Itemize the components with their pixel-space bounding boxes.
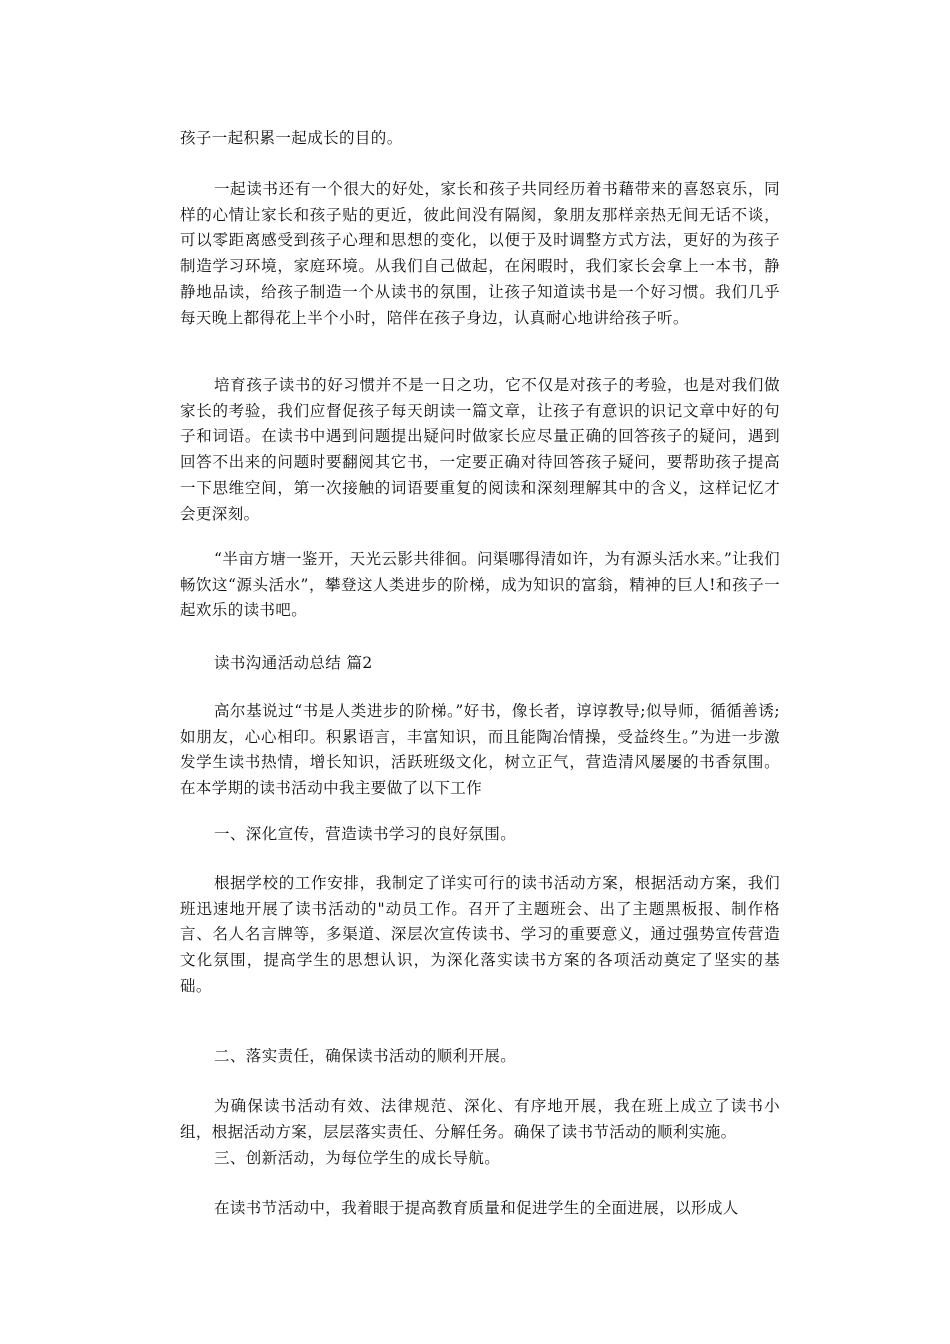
paragraph-innovation: 在读书节活动中，我着眼于提高教育质量和促进学生的全面进展，以形成人	[214, 1199, 739, 1217]
paragraph-reading-together: 一起读书还有一个很大的好处，家长和孩子共同经历着书藉带来的喜怒哀乐，同样的心情让家长和孩子贴的更近，彼此间没有隔阂，象朋友那样亲热无间无话不谈，可以零距离感受到孩子心理和思想的变化，以便于及时调整方式方法，更好的为孩子制造学习环境，家庭环境。从我们自己做起，在闲暇时，我们家长会拿上一本书，静静地品读，给孩子制造一个从读书的氛围，让孩子知道读书是一个好习惯。我们几乎每天晚上都得花上半个小时，陪伴在孩子身边，认真耐心地讲给孩子听。	[180, 180, 780, 327]
section-heading-innovation: 三、创新活动，为每位学生的成长导航。	[214, 1149, 501, 1167]
paragraph-responsibility: 为确保读书活动有效、法律规范、深化、有序地开展，我在班上成立了读书小组，根据活动方案，层层落实责任、分解任务。确保了读书节活动的顺利实施。	[180, 1097, 780, 1141]
section-heading-part2: 读书沟通活动总结 篇2	[214, 654, 373, 672]
paragraph-publicity: 根据学校的工作安排，我制定了详实可行的读书活动方案，根据活动方案，我们班迅速地开展了读书活动的"动员工作。召开了主题班会、出了主题黑板报、制作格言、名人名言牌等，多渠道、深层次宣传读书、学习的重要意义，通过强势宣传营造文化氛围，提高学生的思想认识，为深化落实读书方案的各项活动奠定了坚实的基础。	[180, 874, 780, 995]
paragraph-reading-habit: 培育孩子读书的好习惯并不是一日之功，它不仅是对孩子的考验，也是对我们做家长的考验，我们应督促孩子每天朗读一篇文章，让孩子有意识的识记文章中好的句子和词语。在读书中遇到问题提出疑问时做家长应尽量正确的回答孩子的疑问，遇到回答不出来的问题时要翻阅其它书，一定要正确对待回答孩子疑问，要帮助孩子提高一下思维空间，第一次接触的词语要重复的阅读和深刻理解其中的含义，这样记忆才会更深刻。	[180, 376, 780, 523]
section-heading-responsibility: 二、落实责任，确保读书活动的顺利开展。	[214, 1047, 517, 1065]
section-heading-publicity: 一、深化宣传，营造读书学习的良好氛围。	[214, 825, 517, 843]
paragraph-poem-quote: “半亩方塘一鉴开，天光云影共徘徊。问渠哪得清如许，为有源头活水来。”让我们畅饮这“源头活水”，攀登这人类进步的阶梯，成为知识的富翁，精神的巨人!和孩子一起欢乐的读书吧。	[180, 550, 780, 620]
paragraph-gorky-quote: 高尔基说过“书是人类进步的阶梯。”好书，像长者，谆谆教导;似导师，循循善诱;如朋友，心心相印。积累语言，丰富知识，而且能陶冶情操，受益终生。”为进一步激发学生读书热情，增长知识，活跃班级文化，树立正气，营造清风屡屡的书香氛围。在本学期的读书活动中我主要做了以下工作	[180, 702, 780, 798]
paragraph-continuation: 孩子一起积累一起成长的目的。	[180, 129, 403, 147]
